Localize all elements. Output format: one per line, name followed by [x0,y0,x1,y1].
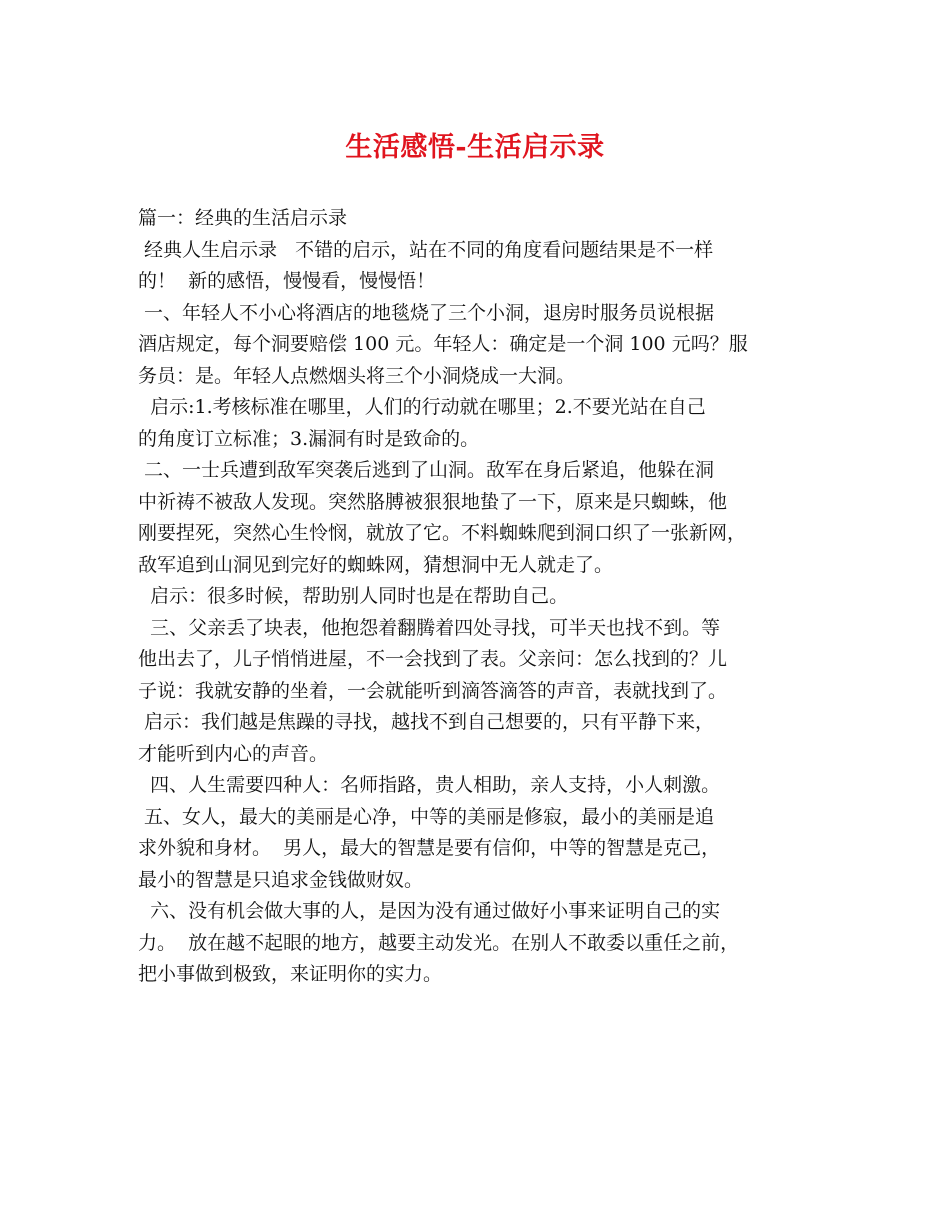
text-line: 求外貌和身材。 男人，最大的智慧是要有信仰，中等的智慧是克己， [138,837,721,859]
text-line: 他出去了，儿子悄悄进屋，不一会找到了表。父亲问：怎么找到的？儿 [138,648,728,670]
text-line: 启示：很多时候，帮助别人同时也是在帮助自己。 [138,585,569,607]
text-line: 酒店规定，每个洞要赔偿 100 元。年轻人：确定是一个洞 100 元吗？服 [138,333,748,355]
text-line: 的！ 新的感悟，慢慢看，慢慢悟！ [138,270,436,292]
text-line: 中祈祷不被敌人发现。突然胳膊被狠狠地蛰了一下，原来是只蜘蛛，他 [138,490,728,513]
text-line: 一、年轻人不小心将酒店的地毯烧了三个小洞，退房时服务员说根据 [138,301,715,324]
text-line: 刚要捏死，突然心生怜悯，就放了它。不料蜘蛛爬到洞口织了一张新网， [138,522,747,544]
text-line: 经典人生启示录 不错的启示，站在不同的角度看问题结果是不一样 [138,238,714,261]
text-line: 的角度订立标准；3.漏洞有时是致命的。 [138,427,480,450]
text-line: 篇一：经典的生活启示录 [138,207,348,229]
text-line: 才能听到内心的声音。 [138,742,329,765]
text-line: 敌军追到山洞见到完好的蜘蛛网，猜想洞中无人就走了。 [138,553,614,576]
text-line: 子说：我就安静的坐着，一会就能听到滴答滴答的声音，表就找到了。 [138,679,728,702]
text-line: 启示：我们越是焦躁的寻找，越找不到自己想要的，只有平静下来， [138,711,715,733]
text-line: 三、父亲丢了块表，他抱怨着翻腾着四处寻找，可半天也找不到。等 [138,616,721,639]
document-body [138,203,828,991]
text-line: 启示:1.考核标准在哪里，人们的行动就在哪里；2.不要光站在自己 [138,396,706,418]
text-line: 五、女人，最大的美丽是心净，中等的美丽是修寂，最小的美丽是追 [138,805,715,828]
text-line: 四、人生需要四种人：名师指路，贵人相助，亲人支持，小人刺激。 [138,774,721,796]
text-line: 六、没有机会做大事的人，是因为没有通过做好小事来证明自己的实 [138,900,721,922]
text-line: 把小事做到极致，来证明你的实力。 [138,963,443,985]
text-line: 二、一士兵遭到敌军突袭后逃到了山洞。敌军在身后紧追，他躲在洞 [138,459,715,481]
text-line: 最小的智慧是只追求金钱做财奴。 [138,868,424,891]
text-line: 力。 放在越不起眼的地方，越要主动发光。在别人不敢委以重任之前， [138,931,740,954]
text-line: 务员：是。年轻人点燃烟头将三个小洞烧成一大洞。 [138,364,576,387]
document-title: 生活感悟-生活启示录 [345,132,605,163]
